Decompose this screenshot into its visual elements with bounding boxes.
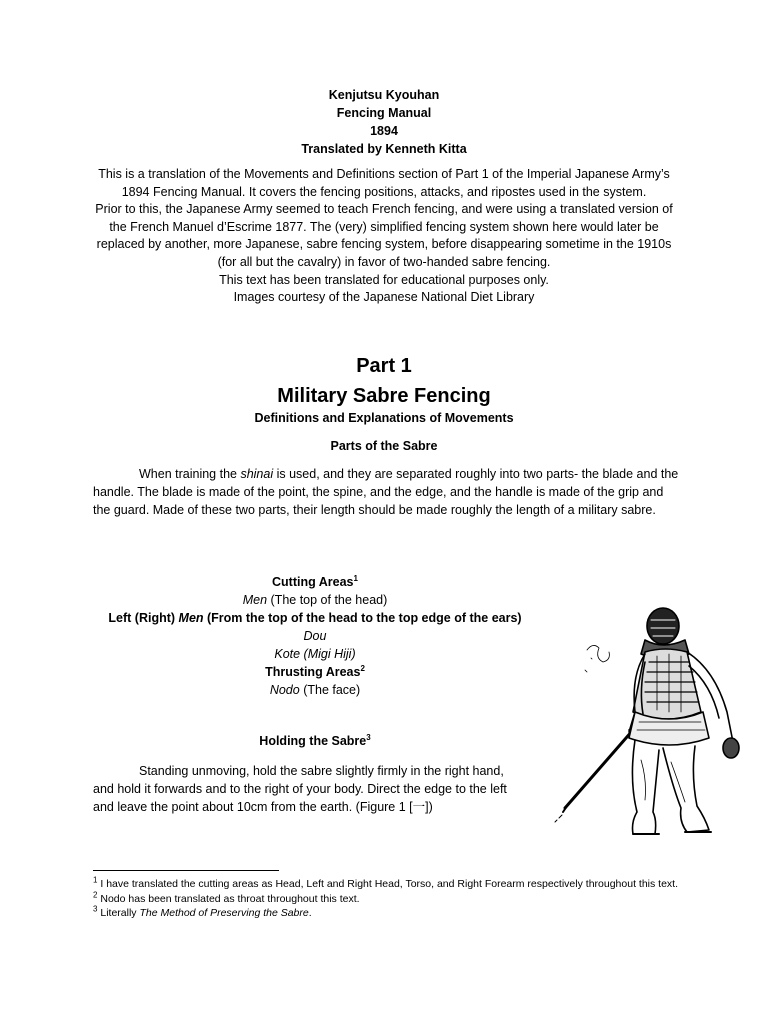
part-number: Part 1	[356, 355, 412, 377]
intro-paragraph-3: This text has been translated for educational purposes only.	[219, 272, 549, 287]
footnote-1	[93, 877, 693, 892]
left-right-desc: (From the top of the head to the top edge of the ears)	[203, 611, 522, 625]
footnote-3-mark: 3	[93, 904, 98, 914]
cutting-areas-label: Cutting Areas	[272, 575, 354, 589]
fencer-illustration-icon	[545, 580, 765, 850]
footnote-divider	[93, 870, 279, 871]
left-right-term: Men	[178, 611, 204, 625]
nodo-desc: (The face)	[299, 683, 361, 697]
area-nodo	[80, 681, 550, 699]
left-right-prefix: Left (Right)	[108, 611, 179, 625]
para-text-after: is used, and they are separated roughly into two parts- the blade and the handle. The blade is made of the point, the spine, and the edge, and the handle is made of the grip and the guard. Made of these two parts, their length should be made roughly the length of a military sabre.	[93, 467, 679, 517]
footnote-3	[93, 906, 693, 921]
footnote-3-suffix: .	[308, 907, 312, 920]
footnote-ref-3: 3	[366, 732, 371, 742]
footnote-ref-2: 2	[360, 663, 365, 673]
document-header	[0, 86, 768, 158]
holding-line-3: and leave the point about 10cm from the earth. (Figure 1 [一])	[93, 800, 433, 814]
shinai-term: shinai	[240, 467, 274, 481]
parts-of-sabre-heading: Parts of the Sabre	[330, 439, 438, 453]
part-subtitle: Definitions and Explanations of Movements	[254, 411, 514, 425]
area-dou: Dou	[303, 629, 327, 643]
holding-sabre-label: Holding the Sabre	[259, 734, 367, 748]
thrusting-areas-label: Thrusting Areas	[265, 665, 361, 679]
footnote-2	[93, 892, 693, 907]
footnote-3-title: The Method of Preserving the Sabre	[139, 907, 309, 920]
footnote-ref-1: 1	[353, 573, 358, 583]
parts-of-sabre-paragraph	[93, 465, 681, 519]
target-areas-list	[80, 573, 550, 699]
area-men	[80, 591, 550, 609]
intro-paragraph-4: Images courtesy of the Japanese National Diet Library	[233, 290, 535, 305]
holding-sabre-heading	[80, 734, 550, 748]
footnote-1-mark: 1	[93, 875, 98, 885]
para-text-before: When training the	[139, 467, 241, 481]
footnote-2-text: Nodo has been translated as throat throughout this text.	[97, 892, 360, 905]
cutting-areas-heading	[80, 573, 550, 591]
footnote-3-prefix: Literally	[97, 907, 140, 920]
document-translator: Translated by Kenneth Kitta	[301, 142, 467, 156]
men-term: Men	[242, 593, 268, 607]
intro-section	[88, 166, 680, 307]
holding-sabre-paragraph	[93, 762, 545, 816]
intro-paragraph-1: This is a translation of the Movements and Definitions section of Part 1 of the Imperial Japanese Army’s 1894 Fencing Manual. It covers the fencing positions, attacks, and ripostes used in the system.	[98, 167, 670, 199]
holding-line-2: and hold it forwards and to the right of your body. Direct the edge to the left	[93, 782, 507, 796]
document-title: Kenjutsu Kyouhan	[328, 88, 440, 102]
men-desc: (The top of the head)	[267, 593, 388, 607]
thrusting-areas-heading	[80, 663, 550, 681]
footnotes-section	[93, 877, 693, 921]
part-title: Military Sabre Fencing	[277, 385, 491, 407]
intro-paragraph-2: Prior to this, the Japanese Army seemed to teach French fencing, and were using a translated version of the French Manuel d’Escrime 1877. The (very) simplified fencing system shown here would later be replaced by another, more Japanese, sabre fencing system, before disappearing sometime in the 1910s (for all but the cavalry) in favor of two-handed sabre fencing.	[95, 202, 673, 269]
nodo-term: Nodo	[269, 683, 300, 697]
area-kote: Kote (Migi Hiji)	[274, 647, 356, 661]
document-subtitle: Fencing Manual	[336, 106, 432, 120]
footnote-2-mark: 2	[93, 890, 98, 900]
holding-line-1: Standing unmoving, hold the sabre slightly firmly in the right hand,	[139, 764, 504, 778]
area-left-right-men	[80, 609, 550, 627]
document-year: 1894	[370, 124, 398, 138]
footnote-1-text: I have translated the cutting areas as Head, Left and Right Head, Torso, and Right Forearm respectively throughout this text.	[97, 878, 678, 890]
